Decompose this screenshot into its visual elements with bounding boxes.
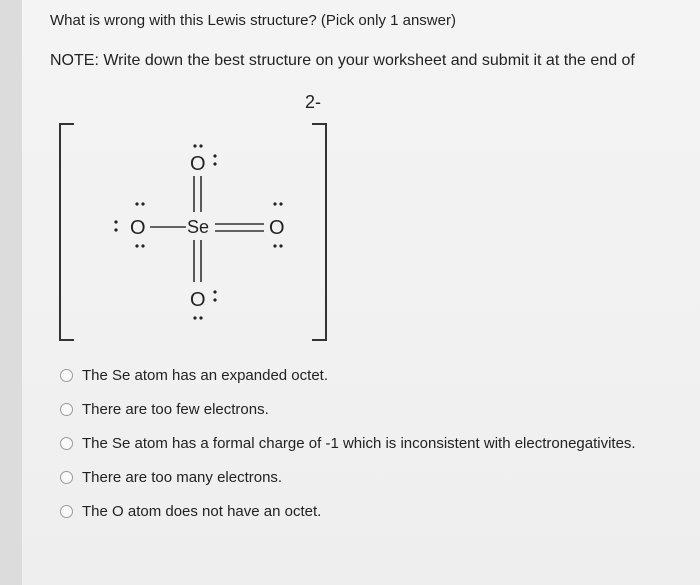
- left-oxygen: O: [130, 217, 146, 239]
- radio-button-icon[interactable]: [60, 437, 73, 450]
- answer-option-1[interactable]: [60, 358, 636, 392]
- answer-option-3[interactable]: [60, 426, 636, 460]
- answer-option-label: There are too many electrons.: [82, 468, 283, 486]
- top-oxygen: O: [190, 153, 206, 175]
- left-bracket: [60, 124, 74, 340]
- radio-button-icon[interactable]: [60, 369, 73, 382]
- right-bracket: [312, 124, 326, 340]
- answer-option-label: The O atom does not have an octet.: [82, 502, 322, 520]
- radio-button-icon[interactable]: [60, 471, 73, 484]
- question-prompt: What is wrong with this Lewis structure? (Pick only 1 answer): [50, 12, 456, 29]
- answer-option-label: The Se atom has a formal charge of -1 which is inconsistent with electronegativites.: [82, 434, 636, 452]
- radio-button-icon[interactable]: [60, 505, 73, 518]
- answer-option-label: The Se atom has an expanded octet.: [82, 366, 328, 384]
- question-note: NOTE: Write down the best structure on your worksheet and submit it at the end of: [50, 52, 635, 69]
- answer-option-4[interactable]: [60, 460, 636, 494]
- right-oxygen: O: [269, 217, 285, 239]
- answer-option-label: There are too few electrons.: [82, 400, 269, 418]
- central-selenium: Se: [187, 217, 210, 237]
- answer-option-2[interactable]: [60, 392, 636, 426]
- ion-charge: 2-: [305, 92, 322, 112]
- answer-options: [60, 358, 636, 528]
- answer-option-5[interactable]: [60, 494, 636, 528]
- bottom-oxygen: O: [190, 289, 206, 311]
- radio-button-icon[interactable]: [60, 403, 73, 416]
